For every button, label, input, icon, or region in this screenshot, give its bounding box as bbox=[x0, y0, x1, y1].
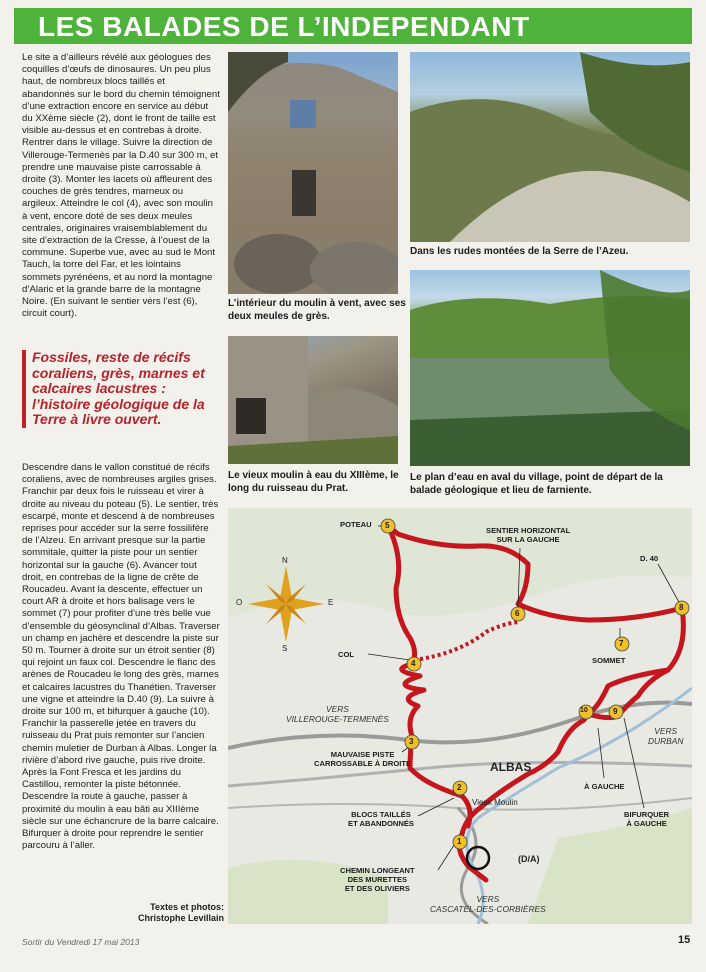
marker-1: 1 bbox=[457, 837, 462, 846]
label-chemin-line3: ET DES OLIVIERS bbox=[344, 884, 410, 893]
place-vieux-moulin: Vieux Moulin bbox=[472, 798, 518, 807]
photo-serre-azeu bbox=[410, 52, 690, 242]
place-durban-line2: DURBAN bbox=[648, 736, 684, 746]
marker-2: 2 bbox=[457, 783, 462, 792]
windmill-photo-art bbox=[228, 52, 398, 294]
place-villerouge-line2: VILLEROUGE-TERMENÈS bbox=[286, 714, 389, 724]
marker-10: 10 bbox=[580, 707, 588, 714]
marker-8: 8 bbox=[679, 603, 684, 612]
place-villerouge bbox=[286, 704, 389, 724]
label-d40: D. 40 bbox=[640, 554, 659, 563]
intro-paragraph: Le site a d’ailleurs révélé aux géologues des coquilles d’œufs de dinosaures. Un peu plus haut, de nombreux blocs taillés et abandonnés sur le bord du chemin témoignent d’une extraction encore en service au début du XXème siècle (2), dont le front de taille est visible au-dessus et en contrebas à droite. Rentrer dans le village. Suivre la direction de Villerouge-Termenès par la D.40 sur 300 m, et prendre une mauvaise piste carrossable à droite (3). Monter les lacets où affleurent des couches de grès tendres, marneux ou argileux. Atteindre le col (4), avec son moulin à vent, encore doté de ses deux meules centrales, originaires vraisemblablement du site d’extraction de la Cresse, à l’ouest de la commune. Superbe vue, avec au sud le Mont Tauch, la torre del Far, et les lointains sommets pyrénéens, et au nord la montagne d’Alaric et la grande barre de la montagne Noire. (En suivant le sentier vers l’est (6), circuit court). bbox=[22, 52, 220, 320]
itinerary-paragraph: Descendre dans le vallon constitué de récifs coraliens, avec de nombreuses argiles grises. Franchir par deux fois le ruisseau et virer à droite au niveau du poteau (5). Le sentier, très escarpé, monte et descend à de nombreuses reprises pour accéder sur la serre fossilifère de l’Alzeu. En arrivant presque sur la partie sommitale, quitter la piste pour un sentier horizontal sur la gauche (6). Avancer tout droit, en contrebas de la ligne de crête de Roucadeu. Avant la descente, effectuer un court AR à droite et hors balisage vers le sommet (7) pour profiter d’une très belle vue d’ensemble du géosynclinal d’Albas. Traverser un champ en jachère et descendre la piste sur 50 m. Tourner à droite sur un étroit sentier (8) qui rejoint un faux col. Descendre le flanc des arènes de Roucadeu le long des grès, marnes et calcaires lacustres du Thanétien. Traverser une vigne et atteindre la D.40 (9). La suivre à droite sur 100 m, et bifurquer à gauche (10). Franchir la passerelle jetée en travers du ruisseau du Prat puis remonter sur l’ancien chemin muletier de Durban à Albas. Longer la rivière d’abord rive gauche, puis rive droite. Après la Font Fresca et les jardins du Castillou, remonter la piste bétonnée. Descendre la route à gauche, passer à proximité du moulin à eau bâti au XIIIème siècle sur une échancrure de la barre calcaire. Bifurquer à droite pour reprendre le sentier parcouru à l’aller. bbox=[22, 462, 220, 852]
label-bifurquer-line2: À GAUCHE bbox=[626, 819, 667, 828]
compass-east: E bbox=[328, 598, 334, 607]
lake-photo-art bbox=[410, 270, 690, 466]
label-blocs-line1: BLOCS TAILLÉS bbox=[351, 810, 411, 819]
compass-north: N bbox=[282, 556, 288, 565]
pull-quote bbox=[22, 350, 222, 428]
caption-water-mill: Le vieux moulin à eau du XIIIème, le long du ruisseau du Prat. bbox=[228, 470, 399, 494]
label-sentier-line1: SENTIER HORIZONTAL bbox=[486, 526, 571, 535]
label-chemin bbox=[340, 866, 415, 893]
marker-4: 4 bbox=[411, 659, 416, 668]
credit-label: Textes et photos: bbox=[150, 902, 224, 912]
marker-3: 3 bbox=[409, 737, 414, 746]
photo-windmill-interior bbox=[228, 52, 398, 294]
label-piste-line2: CARROSSABLE À DROITE bbox=[314, 759, 412, 768]
photo-lake bbox=[410, 270, 690, 466]
label-chemin-line1: CHEMIN LONGEANT bbox=[340, 866, 415, 875]
marker-9: 9 bbox=[613, 707, 618, 716]
marker-5: 5 bbox=[385, 521, 390, 530]
label-chemin-line2: DES MURETTES bbox=[347, 875, 408, 884]
label-poteau: POTEAU bbox=[340, 520, 372, 529]
author-credit bbox=[100, 902, 224, 924]
route-map bbox=[228, 508, 692, 924]
place-durban bbox=[648, 726, 683, 746]
label-col: COL bbox=[338, 650, 355, 659]
place-cascatel-line1: VERS bbox=[476, 894, 500, 904]
serre-photo-art bbox=[410, 52, 690, 242]
credit-author: Christophe Levillain bbox=[137, 913, 224, 923]
page-number: 15 bbox=[678, 934, 691, 946]
place-start-end: (D/A) bbox=[518, 854, 540, 864]
water-mill-photo-art bbox=[228, 336, 398, 464]
label-a-gauche: À GAUCHE bbox=[584, 782, 625, 791]
label-sommet: SOMMET bbox=[592, 656, 626, 665]
place-cascatel-line2: CASCATEL-DES-CORBIÈRES bbox=[430, 904, 546, 914]
place-villerouge-line1: VERS bbox=[326, 704, 349, 714]
pull-quote-text: Fossiles, reste de récifs coraliens, grès, marnes et calcaires lacustres : l’histoire géologique de la Terre à livre ouvert. bbox=[32, 349, 205, 427]
label-blocs bbox=[348, 810, 414, 828]
label-bifurquer-line1: BIFURQUER bbox=[624, 810, 670, 819]
place-durban-line1: VERS bbox=[654, 726, 678, 736]
marker-6: 6 bbox=[515, 609, 520, 618]
compass-south: S bbox=[282, 644, 288, 653]
label-sentier-line2: SUR LA GAUCHE bbox=[496, 535, 560, 544]
place-cascatel bbox=[430, 894, 546, 914]
marker-7: 7 bbox=[619, 639, 624, 648]
footer-issue: Sortir du Vendredi 17 mai 2013 bbox=[22, 937, 140, 947]
caption-windmill: L’intérieur du moulin à vent, avec ses deux meules de grès. bbox=[228, 298, 406, 322]
page-header-banner bbox=[14, 8, 692, 44]
compass-west: O bbox=[236, 598, 243, 607]
label-piste-line1: MAUVAISE PISTE bbox=[330, 750, 395, 759]
caption-serre: Dans les rudes montées de la Serre de l’Azeu. bbox=[410, 246, 629, 257]
label-blocs-line2: ET ABANDONNÉS bbox=[348, 819, 414, 828]
label-piste bbox=[314, 750, 411, 768]
label-sentier bbox=[486, 526, 570, 544]
page-title: LES BALADES DE L’INDEPENDANT bbox=[38, 11, 530, 42]
label-bifurquer bbox=[624, 810, 669, 828]
caption-lake: Le plan d’eau en aval du village, point de départ de la balade géologique et lieu de farniente. bbox=[410, 472, 663, 496]
photo-water-mill bbox=[228, 336, 398, 464]
place-albas: ALBAS bbox=[490, 760, 532, 774]
